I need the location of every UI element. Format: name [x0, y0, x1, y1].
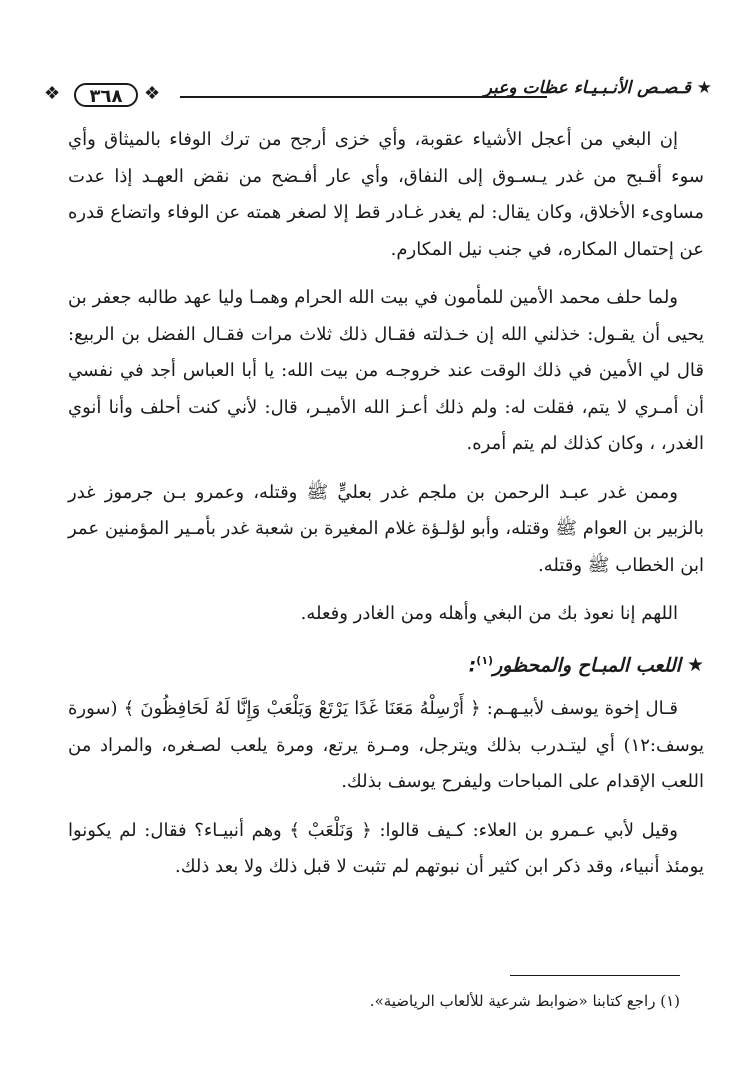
footnote: (١) راجع كتابنا «ضوابط شرعية للألعاب الرياضية». — [369, 992, 680, 1010]
footnote-reference: (١) — [476, 653, 494, 667]
paragraph: وممن غدر عبـد الرحمن بن ملجم غدر بعليٍّ ﷺ وقتله، وعمرو بـن جرموز غدر بالزبير بن العوام ﷺ وقتله، وأبو لؤلـؤة غلام المغيرة بن شعبة غدر بأمـير المؤمنين عمر ابن الخطاب ﷺ وقتله. — [68, 481, 704, 576]
header-rule — [180, 96, 547, 98]
heading-colon: : — [468, 653, 477, 676]
paragraph: اللهم إنا نعوذ بك من البغي وأهله ومن الغادر وفعله. — [300, 603, 678, 624]
page-number: ٣٦٨ — [74, 83, 138, 107]
footnote-rule — [510, 975, 680, 976]
ornament-right-icon: ❖ — [144, 83, 161, 104]
page-body — [68, 122, 704, 898]
page-header — [40, 72, 712, 112]
running-title: ★ قـصـص الأنـبـيـاء عظات وعبر — [483, 78, 712, 98]
section-heading-text: اللعب المبـاح والمحظور — [493, 653, 681, 676]
paragraph: قـال إخوة يوسف لأبيـهـم: ﴿ أَرْسِلْهُ مَعَنَا غَدًا يَرْتَعْ وَيَلْعَبْ وَإِنَّا لَهُ لَحَافِظُونَ ﴾ (سورة يوسف:١٢) أي ليتـدرب بذلك ويترجل، ومـرة يرتع، ومرة يلعب لصـغره، والمراد من اللعب الإقدام على المباحات وليفرح يوسف بذلك. — [68, 698, 704, 793]
paragraph: ولما حلف محمد الأمين للمأمون في بيت الله الحرام وهمـا وليا عهد طالبه جعفر بن يحيى أن يقـول: خذلني الله إن خـذلته فقـال ذلك ثلاث مرات فقـال الفضل بن الربيع: قال لي الأمين في ذلك الوقت عند خروجـه من بيت الله: يا أبا العباس أجد في نفسي أن أمـري لا يتم، فقلت له: ولم ذلك أعـز الله الأميـر، قال: لأني كنت أحلف وأنا أنوي الغدر، ، وكان كذلك لم يتم أمره. — [68, 287, 704, 454]
ornament-left-icon: ❖ — [44, 83, 61, 104]
paragraph: إن البغي من أعجل الأشياء عقوبة، وأي خزى أرجح من ترك الوفاء بالميثاق وأي سوء أقـبح من غدر يـسـوق إلى النفاق، وأي عار أفـضح من نقض العهـد إذا عدت مساوىء الأخلاق، وكان يقال: لم يغدر غـادر قط إلا لصغر همته عن الوفاء واتضاع قدره عن إحتمال المكاره، في جنب نيل المكارم. — [68, 129, 704, 260]
section-heading — [68, 643, 704, 684]
star-icon: ★ — [686, 653, 704, 676]
page-number-ornament — [40, 80, 176, 110]
paragraph: وقيل لأبي عـمرو بن العلاء: كـيف قالوا: ﴿ وَنَلْعَبْ ﴾ وهم أنبيـاء؟ فقال: لم يكونوا يومئذ أنبياء، وقد ذكر ابن كثير أن نبوتهم لم تثبت لا قبل ذلك ولا بعد ذلك. — [68, 819, 704, 878]
